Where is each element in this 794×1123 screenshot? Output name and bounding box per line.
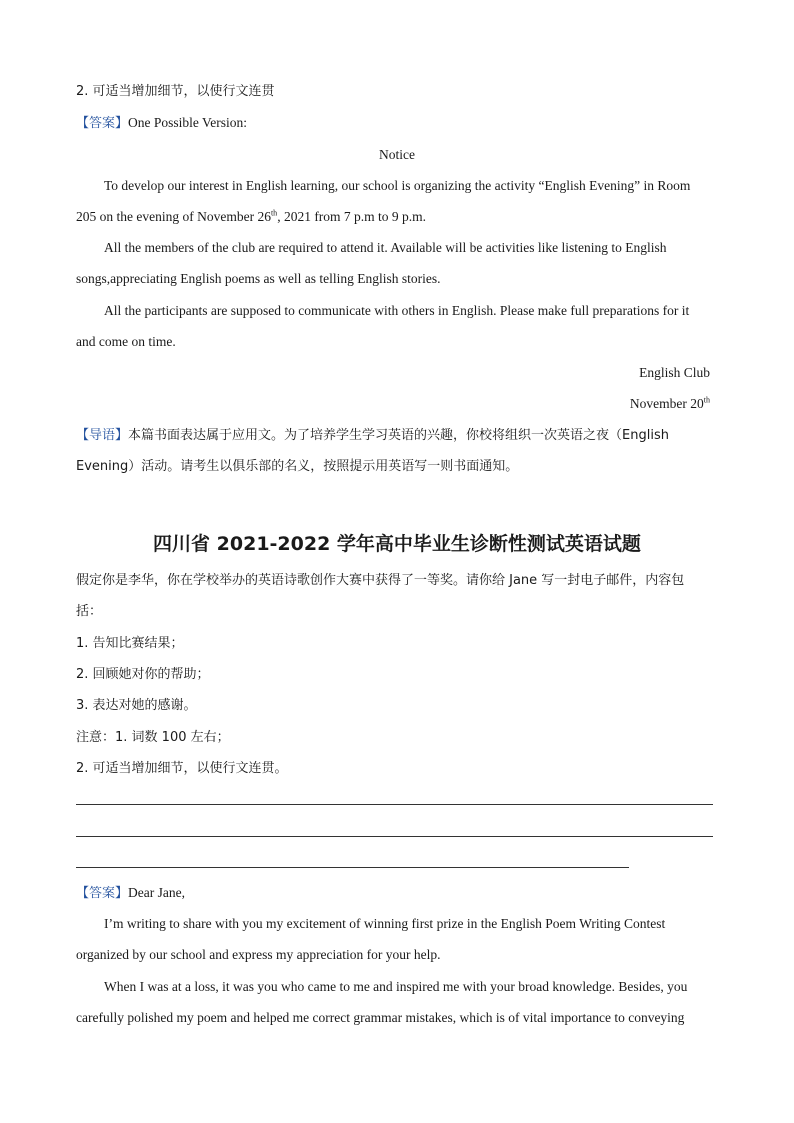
notice-p3-line1: All the participants are supposed to communicate with others in English. Please make full preparations for it [104, 303, 690, 318]
notice-date [630, 395, 710, 413]
answer-label: 【答案】 [76, 116, 129, 131]
letter-p2-line1: When I was at a loss, it was you who came to me and inspired me with your broad knowledge. Besides, you [104, 979, 688, 994]
guide-text-1: 本篇书面表达属于应用文。为了培养学生学习英语的兴趣，你校将组织一次英语之夜（English [128, 428, 669, 443]
answer-intro: One Possible Version: [128, 115, 248, 130]
notice-p1-line2-tail: , 2021 from 7 p.m to 9 p.m. [277, 209, 427, 224]
requirement-1: 1. 告知比赛结果； [76, 636, 184, 651]
note-2: 2. 可适当增加细节，以使行文连贯。 [76, 761, 288, 776]
greeting: Dear Jane, [128, 885, 185, 900]
notice-p2-line1: All the members of the club are required to attend it. Available will be activities like listening to English [104, 240, 667, 255]
letter-p2-line2: carefully polished my poem and helped me correct grammar mistakes, which is of vital importance to conveying [76, 1010, 685, 1025]
notice-p1-line2 [76, 208, 426, 226]
requirement-2: 2. 回顾她对你的帮助； [76, 667, 210, 682]
note-1: 注意：1. 词数 100 左右； [76, 730, 230, 745]
notice-p3-line2: and come on time. [76, 334, 176, 349]
notice-p1-line2-text: 205 on the evening of November 26 [76, 209, 271, 224]
answer-blank-line-1 [76, 804, 713, 805]
answer-blank-line-2 [76, 836, 713, 837]
prompt-line1: 假定你是李华，你在学校举办的英语诗歌创作大赛中获得了一等奖。请你给 Jane 写一封电子邮件，内容包 [76, 573, 685, 588]
answer-intro-line [76, 114, 247, 133]
letter-p1-line1: I’m writing to share with you my excitement of winning first prize in the English Poem Writing Contest [104, 916, 666, 931]
notice-heading: Notice [379, 147, 415, 162]
guide-line2: Evening）活动。请考生以俱乐部的名义，按照提示用英语写一则书面通知。 [76, 459, 519, 474]
letter-p1-line2: organized by our school and express my appreciation for your help. [76, 947, 441, 962]
notice-p1-line1: To develop our interest in English learning, our school is organizing the activity “English Evening” in Room [104, 178, 691, 193]
guide-line1 [76, 427, 669, 445]
answer-blank-line-3 [76, 867, 629, 868]
notice-date-text: November 20 [629, 396, 704, 411]
ordinal-suffix: th [270, 208, 278, 218]
prompt-line2: 括： [76, 604, 103, 619]
guide-label: 【导语】 [76, 428, 129, 443]
date-ordinal-suffix: th [703, 395, 710, 405]
writing-note-2: 2. 可适当增加细节，以使行文连贯 [76, 84, 275, 99]
exam-title: 四川省 2021-2022 学年高中毕业生诊断性测试英语试题 [153, 533, 641, 555]
answer-greeting-line [76, 884, 185, 903]
requirement-3: 3. 表达对她的感谢。 [76, 698, 197, 713]
notice-signature: English Club [639, 365, 710, 380]
notice-p2-line2: songs,appreciating English poems as well as telling English stories. [76, 271, 441, 286]
answer-label-2: 【答案】 [76, 886, 129, 901]
